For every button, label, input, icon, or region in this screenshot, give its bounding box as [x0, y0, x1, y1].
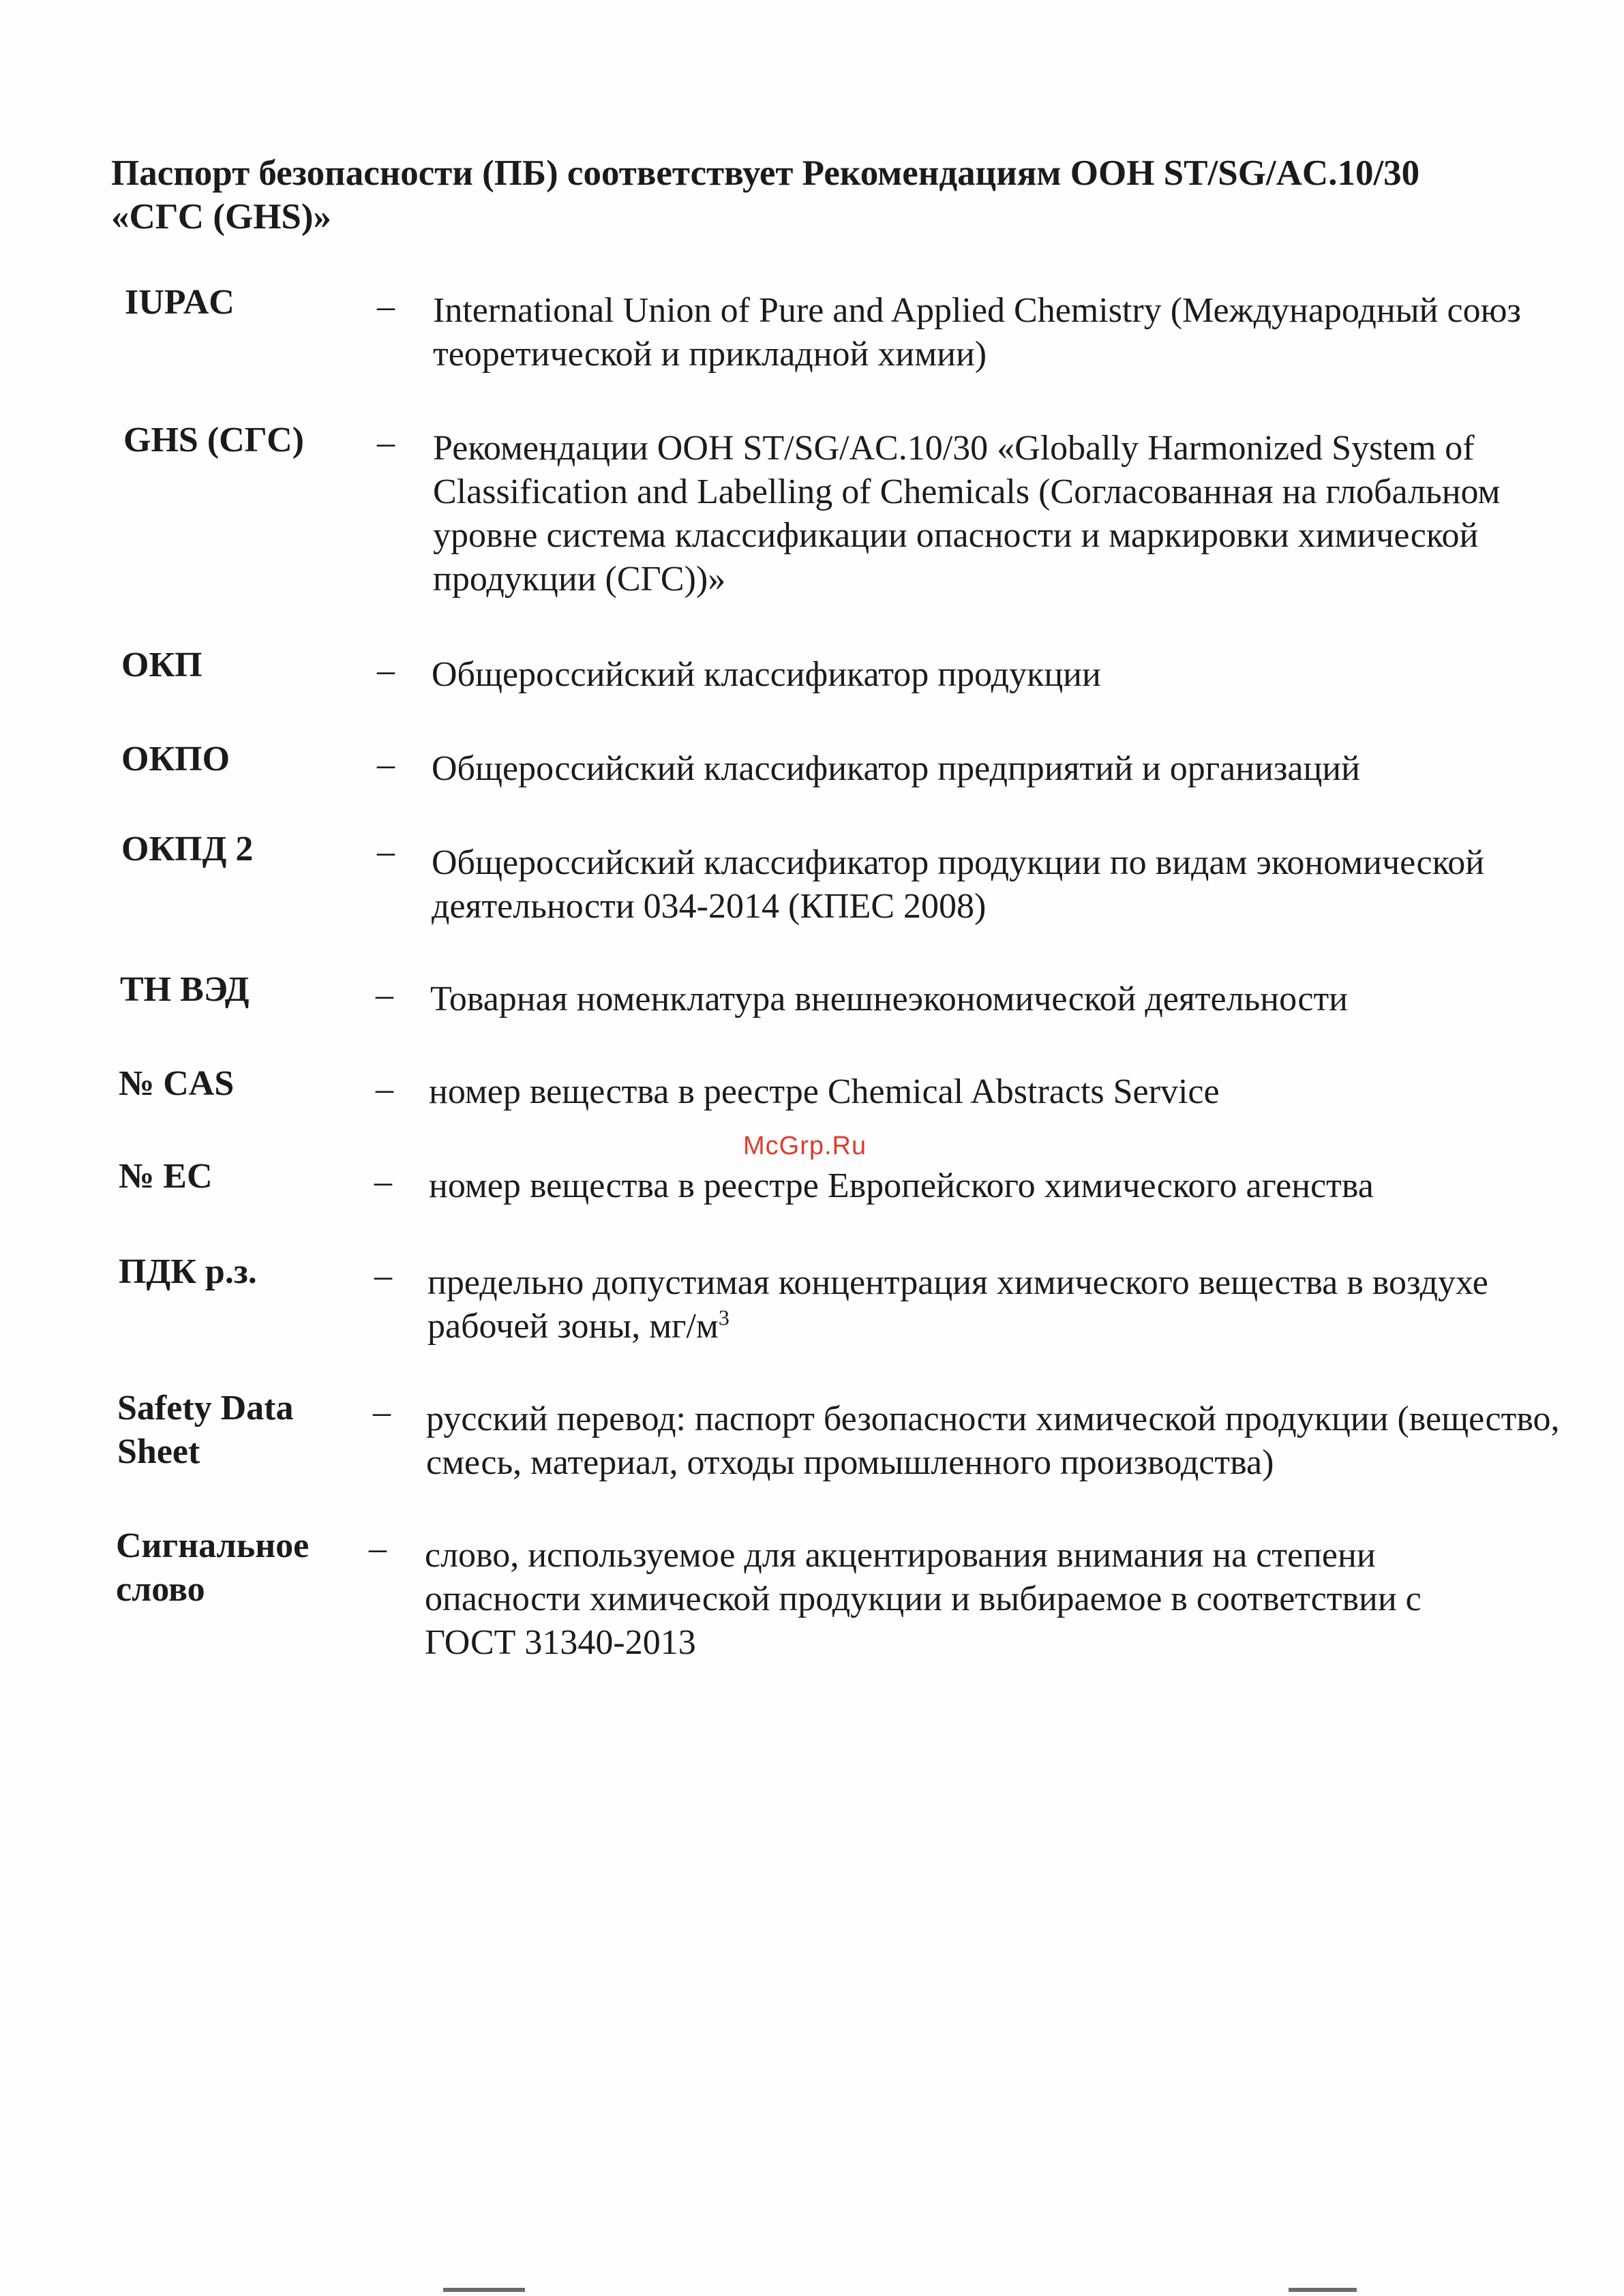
- scan-edge-mark: [1289, 2288, 1357, 2292]
- term-iupac: IUPAC: [125, 283, 235, 322]
- definition-safety-data-sheet: русский перевод: паспорт безопасности химической продукции (вещество, смесь, материал, отходы промышленного производства): [426, 1400, 1560, 1482]
- term-okpo: ОКПО: [121, 740, 230, 779]
- term-dash: –: [377, 745, 395, 784]
- term-tn-ved: ТН ВЭД: [120, 970, 250, 1009]
- definition-ghs: Рекомендации ООН ST/SG/AC.10/30 «Globally Harmonized System of Classification and Labelling of Chemicals (Согласованная на глобальном уровне система классификации опасности и маркировки химической продукции (СГС))»: [433, 429, 1501, 599]
- definition-okpd2: Общероссийский классификатор продукции по видам экономической деятельности 034-2014 (КПЕС 2008): [432, 843, 1485, 926]
- definition-cas: номер вещества в реестре Chemical Abstracts Service: [429, 1072, 1220, 1111]
- superscript-3: 3: [718, 1305, 730, 1330]
- term-dash: –: [377, 651, 395, 690]
- term-dash: –: [374, 1162, 392, 1201]
- heading-line-1: Паспорт безопасности (ПБ) соответствует Рекомендациям ООН ST/SG/AC.10/30: [111, 153, 1420, 193]
- heading-line-2: «СГС (GHS)»: [111, 197, 332, 237]
- definition-signal-word: слово, используемое для акцентирования внимания на степени опасности химической продукции и выбираемое в соответствии с ГОСТ 31340-2013: [425, 1536, 1422, 1662]
- definition-iupac: International Union of Pure and Applied Chemistry (Международный союз теоретической и прикладной химии): [433, 291, 1521, 374]
- scan-edge-mark: [443, 2288, 525, 2292]
- term-line-2: слово: [116, 1570, 205, 1609]
- term-dash: –: [376, 976, 393, 1014]
- definition-okp: Общероссийский классификатор продукции: [432, 655, 1101, 694]
- term-okpd2: ОКПД 2: [121, 830, 254, 868]
- term-dash: –: [377, 287, 395, 326]
- term-dash: –: [376, 1070, 393, 1108]
- term-okp: ОКП: [121, 646, 202, 684]
- term-line-2: Sheet: [117, 1432, 200, 1471]
- definition-okpo: Общероссийский классификатор предприятий и организаций: [432, 749, 1360, 788]
- term-dash: –: [377, 423, 395, 462]
- definition-pdk-text: предельно допустимая концентрация химического вещества в воздухе рабочей зоны, мг/м: [427, 1263, 1488, 1346]
- term-signal-word: [116, 1524, 309, 1612]
- term-dash: –: [374, 1256, 392, 1295]
- definition-ec: номер вещества в реестре Европейского химического агенства: [429, 1166, 1374, 1205]
- term-pdk: ПДК р.з.: [119, 1252, 257, 1291]
- definition-pdk: [427, 1261, 1518, 1348]
- term-dash: –: [377, 832, 395, 871]
- document-heading: [111, 151, 1529, 239]
- watermark-text: McGrp.Ru: [743, 1132, 867, 1160]
- definition-tn-ved: Товарная номенклатура внешнеэкономической деятельности: [430, 980, 1349, 1018]
- term-line-1: Сигнальное: [116, 1526, 310, 1565]
- term-dash: –: [369, 1529, 387, 1568]
- term-safety-data-sheet: [117, 1387, 294, 1474]
- term-cas: № CAS: [119, 1064, 235, 1103]
- term-ghs: GHS (СГС): [123, 421, 304, 459]
- term-dash: –: [373, 1393, 391, 1432]
- term-ec: № ЕС: [119, 1157, 213, 1196]
- term-line-1: Safety Data: [117, 1389, 294, 1428]
